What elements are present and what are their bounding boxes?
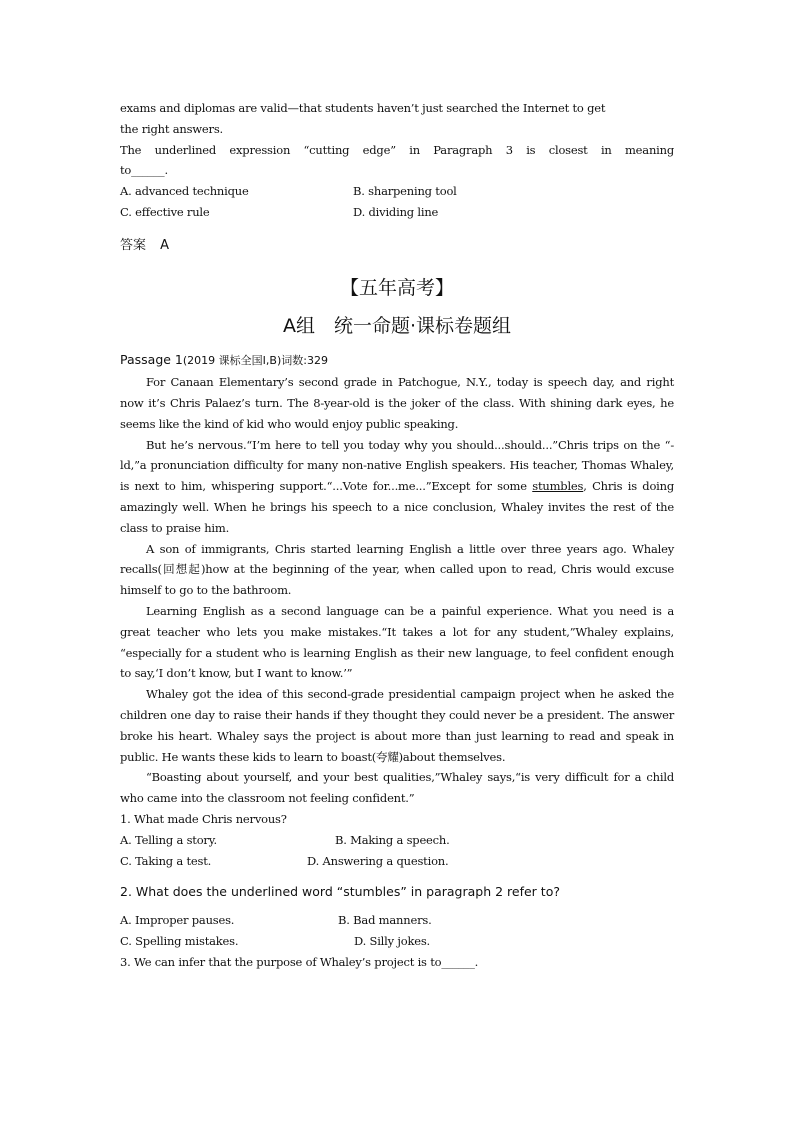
options-row-1 <box>120 181 674 202</box>
paragraph-1: For Canaan Elementary’s second grade in Patchogue, N.Y., today is speech day, and right now it’s Chris Palaez’s turn. The 8-year-old is the joker of the class. With shining dark eyes, he seems like the kind of kid who would enjoy public speaking. <box>120 375 674 431</box>
paragraph-2-part-2: , Chris is doing amazingly well. When he brings his speech to a nice conclusion, Whaley invites the rest of the class to praise him. <box>120 479 675 535</box>
question-1-options-row-1 <box>120 830 674 851</box>
q1-option-d: D. Answering a question. <box>307 853 449 868</box>
passage-meta: (2019 课标全国Ⅰ,B)词数:329 <box>182 354 328 368</box>
question-2-options-row-1 <box>120 910 674 931</box>
passage-body <box>120 372 674 809</box>
underlined-word: stumbles <box>532 479 584 494</box>
answer-value: A <box>160 238 170 254</box>
passage-tail-line-2: the right answers. <box>120 121 223 136</box>
q2-option-c: C. Spelling mistakes. <box>120 933 239 948</box>
q1-option-c: C. Taking a test. <box>120 853 212 868</box>
question-stem-continued: to______. <box>120 163 168 178</box>
q2-option-b: B. Bad manners. <box>338 912 432 927</box>
question-2 <box>120 910 674 973</box>
question-3-stem: 3. We can infer that the purpose of Whaley’s project is to______. <box>120 954 479 969</box>
document-page <box>120 98 674 973</box>
answer-label: 答案 <box>120 238 147 254</box>
question-2-options-row-2 <box>120 931 674 952</box>
question-1 <box>120 809 674 872</box>
option-a: A. advanced technique <box>120 184 249 199</box>
passage-tail-line-1: exams and diplomas are valid—that students haven’t just searched the Internet to get <box>120 101 606 115</box>
group-title: A组 统一命题·课标卷题组 <box>282 315 512 338</box>
option-c: C. effective rule <box>120 205 210 220</box>
question-stem: The underlined expression “cutting edge” in Paragraph 3 is closest in meaning <box>120 142 674 157</box>
option-d: D. dividing line <box>353 205 439 220</box>
q1-option-b: B. Making a speech. <box>335 832 450 847</box>
question-1-options-row-2 <box>120 851 674 872</box>
options-row-2 <box>120 202 674 223</box>
paragraph-6: “Boasting about yourself, and your best qualities,”Whaley says,“is very difficult for a child who came into the classroom not feeling confident.” <box>120 770 674 806</box>
q1-option-a: A. Telling a story. <box>120 832 217 847</box>
paragraph-4: Learning English as a second language can be a painful experience. What you need is a great teacher who lets you make mistakes.“It takes a lot for any student,”Whaley explains, “especially for a student who is learning English as their new language, to feel confident enough to say,‘I don’t know, but I want to know.’” <box>120 603 674 681</box>
question-1-stem: 1. What made Chris nervous? <box>120 811 287 826</box>
section-title: 【五年高考】 <box>339 277 454 300</box>
paragraph-2 <box>120 435 674 539</box>
paragraph-2-part-1: But he’s nervous.“I’m here to tell you today why you should...should...”Chris trips on the “-ld,”a pronunciation difficulty for many non-native English speakers. His teacher, Thomas Whaley, is next to him, whispering support.“...Vote for...me...”Except for some <box>120 437 674 494</box>
q2-option-d: D. Silly jokes. <box>354 933 431 948</box>
previous-question <box>120 98 674 223</box>
option-b: B. sharpening tool <box>353 184 457 199</box>
passage-header <box>120 349 674 372</box>
q2-option-a: A. Improper pauses. <box>120 912 235 927</box>
paragraph-5: Whaley got the idea of this second-grade presidential campaign project when he asked the children one day to raise their hands if they thought they could never be a president. The answer broke his heart. Whaley says the project is about more than just learning to read and speak in public. He wants these kids to learn to boast(夸耀)about themselves. <box>120 687 674 764</box>
question-2-stem: 2. What does the underlined word “stumbles” in paragraph 2 refer to? <box>120 883 560 899</box>
passage-title: Passage 1 <box>120 352 183 368</box>
paragraph-3: A son of immigrants, Chris started learning English a little over three years ago. Whaley recalls(回想起)how at the beginning of the year, when called upon to read, Chris would excuse himself to go to the bathroom. <box>120 541 674 598</box>
answer-line <box>120 236 674 256</box>
